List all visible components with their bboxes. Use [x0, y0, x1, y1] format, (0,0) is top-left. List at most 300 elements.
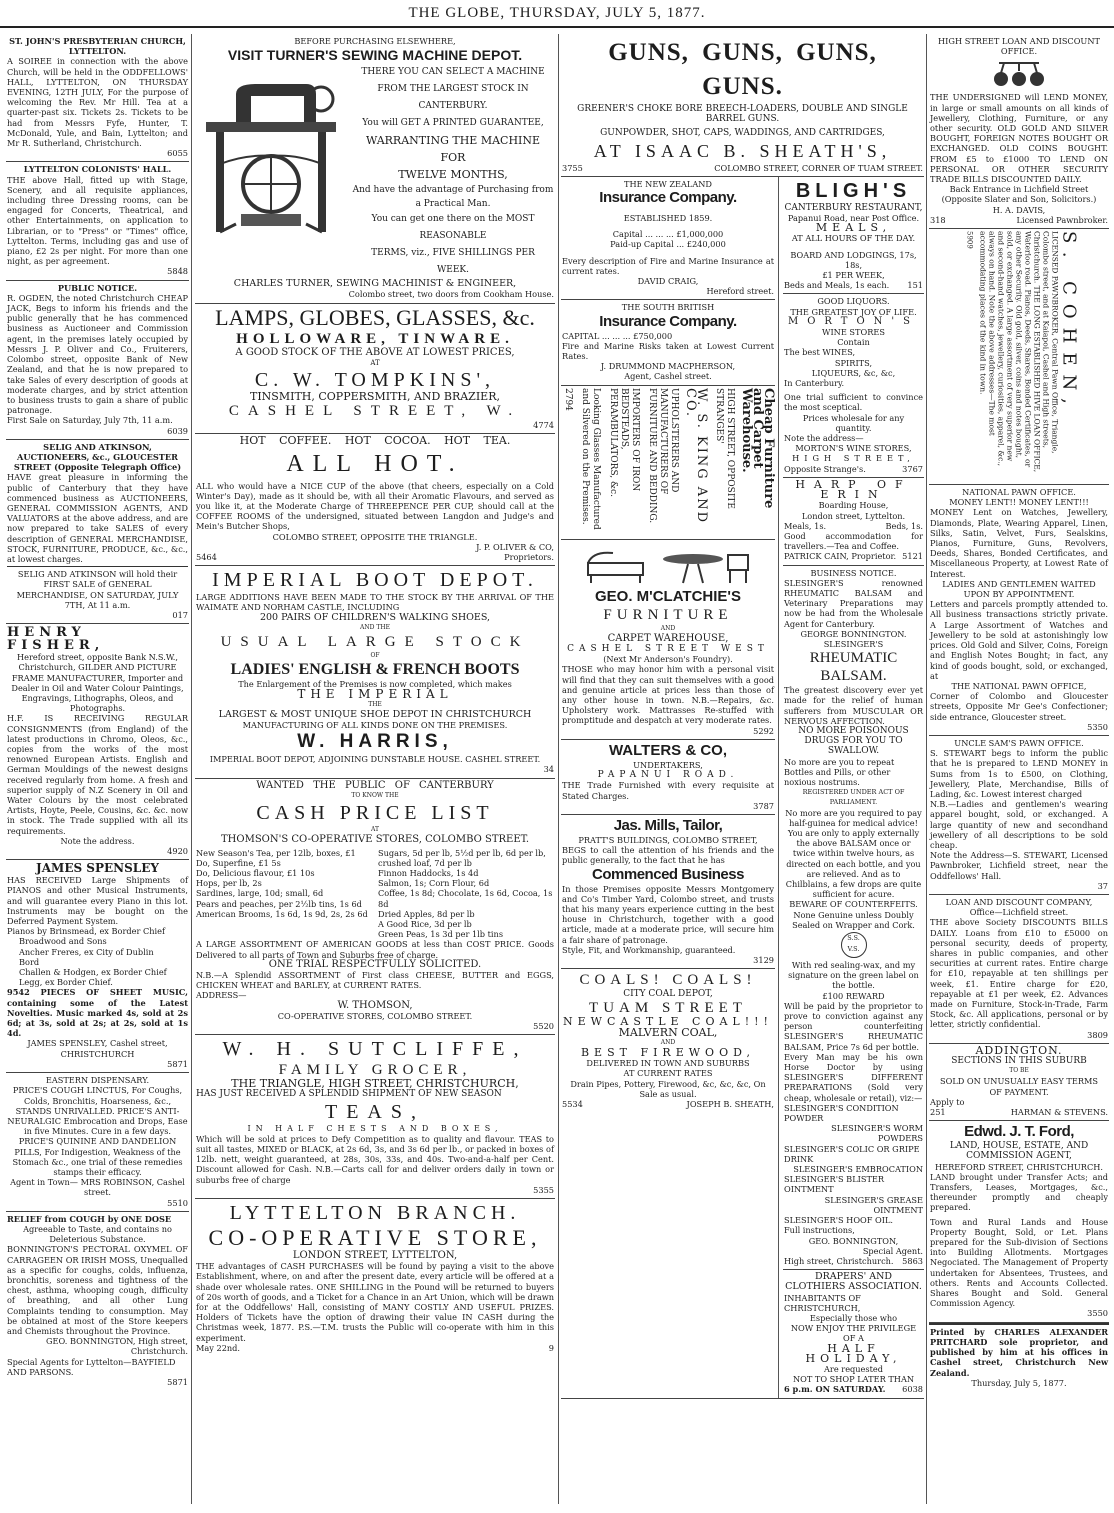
ad-address: High street, Christchurch. — [784, 1255, 894, 1266]
ad-foot: First Sale on Saturday, July 7th, 11 a.m. — [7, 415, 173, 426]
ad-line: THERE YOU CAN SELECT A MACHINE — [361, 67, 545, 78]
ad-body: R. OGDEN, the noted Christchurch CHEAP JACK, Begs to inform his friends and the public generally that he has commenced business as Auctioneer and Commission agent, in the premises lately occupied by Messrs J. P. Oliver and Co., Fruiterers, Colombo street, opposite Bank of New Zealand, and that he is now prepared to take Sales of every description of goods at moderate charges, and by strict attention to business trusts to gain a share of public patronage. — [7, 292, 188, 416]
ad-line: THE TRIANGLE, HIGH STREET, CHRISTCHURCH, — [231, 1077, 519, 1091]
ad-sutcliffe-grocer — [195, 1035, 555, 1199]
list-item: American Brooms, 1s 6d, 1s 9d, 2s, 2s 6d — [196, 908, 368, 919]
ad-line: BEST FIREWOOD, — [580, 1045, 756, 1059]
ad-heading: HIGH STREET LOAN AND DISCOUNT OFFICE. — [938, 36, 1100, 57]
ad-number: 251 — [930, 1107, 946, 1118]
ad-number: 5871 — [167, 1376, 188, 1387]
ad-body: In those Premises opposite Messrs Montgomery and Co's Timber Yard, Colombo street, and trusts that his many years experience cutting in the best house in Christchurch, together with a good article, made at a moderate price, will secure him a fair share of patronage. — [562, 883, 774, 945]
ad-harp-of-erin — [783, 478, 924, 566]
ad-line: Capital ... ... ... £1,000,000 — [612, 229, 724, 240]
ad-line: 6 p.m. ON SATURDAY. — [784, 1384, 886, 1395]
ad-body: The greatest discovery ever yet made for the relief of human sufferers from MUSCULAR OR NERVOUS AFFECTION. — [784, 685, 923, 726]
ad-body: 9542 PIECES OF SHEET MUSIC, containing some of the Latest Novelties. Music marked 4s, sold at 2s 6d; at 3s, sold at 2s; at 2s, sold at 1s 4d. — [7, 987, 188, 1039]
ad-number: 2794 — [563, 387, 573, 411]
ad-line: TERMS, viz., FIVE SHILLINGS PER — [371, 248, 535, 259]
column-3 — [561, 34, 924, 1504]
ad-number: 3809 — [1087, 1029, 1108, 1040]
ad-line: FROM THE LARGEST STOCK IN — [377, 84, 529, 95]
ad-line: Meals, 1s. — [784, 520, 827, 531]
ad-body: Will be paid by the proprietor to prove to conviction against any person counterfeiting SLESINGER'S RHEUMATIC BALSAM, Price 7s 6d per bottle. — [784, 1000, 923, 1052]
column-4 — [929, 34, 1109, 1504]
ad-number: 3755 — [562, 162, 583, 173]
ad-tompkins — [195, 304, 555, 435]
piano-list — [7, 926, 188, 987]
ad-line: TUAM STREET — [589, 1000, 747, 1017]
ad-heading: HENRY FISHER, — [7, 625, 105, 654]
ad-line: AND — [660, 624, 676, 632]
ad-line: MALVERN COAL, — [618, 1025, 718, 1039]
ad-line: Are requested — [824, 1363, 883, 1374]
ad-heading: Insurance Company. — [599, 312, 737, 330]
ad-line: MONEY LENT!! MONEY LENT!!! — [949, 497, 1089, 508]
ad-address: Papanui Road, near Post Office. — [787, 213, 920, 224]
ad-date: May 22nd. — [196, 1342, 241, 1353]
ad-line: ADDRESS— — [196, 990, 247, 1001]
ad-number: 5355 — [533, 1184, 554, 1195]
ad-coals-depot — [561, 969, 775, 1112]
ad-line: OF — [370, 652, 380, 660]
ad-heading: JAMES SPENSLEY — [36, 861, 159, 876]
ad-line: Office—Lichfield street. — [969, 907, 1069, 918]
ad-number: 3787 — [753, 800, 774, 811]
ad-address: HEREFORD STREET, CHRISTCHURCH. — [935, 1161, 1103, 1172]
ad-henry-fisher — [6, 624, 189, 860]
seal-icon: S.S. V.S. — [841, 932, 867, 958]
ad-nz-insurance — [561, 177, 775, 301]
ad-eastern-dispensary — [6, 1073, 189, 1212]
ad-heading: GUNS, GUNS, GUNS, GUNS. — [608, 39, 877, 100]
ad-heading: GEO. M'CLATCHIE'S — [594, 587, 742, 605]
ad-body: N.B.—Ladies and gentlemen's wearing apparel bought, sold, or exchanged. A large quantity of new and secondhand jewellery of all descriptions to be sold cheap. — [930, 799, 1108, 850]
list-item: In Canterbury. — [784, 378, 845, 389]
ad-number: 3767 — [902, 463, 923, 474]
ad-heading: Cheap Furniture and Carpet Warehouse. — [739, 387, 776, 509]
ad-foot: Proprietors. — [504, 552, 554, 563]
ad-line: THOMSON'S CO-OPERATIVE STORES, COLOMBO STREET. — [220, 834, 530, 846]
list-item: Coffee, 1s 8d; Chocolate, 1s 6d, Cocoa, 1s 8d — [378, 888, 553, 909]
ad-body: Town and Rural Lands and House Property Bought, Sold, or Let. Plans prepared for the Sub-division of Sections into Building Allotments. Mortgages Negociated. The Management of Property undertaken for Absentees, Trustees, and others. Rents and Accounts Collected. Shares Bought and Sold. General Commission Agency. — [930, 1216, 1108, 1309]
ad-heading: BLIGH'S — [795, 179, 912, 202]
ad-line: 200 PAIRS OF CHILDREN'S WALKING SHOES, — [259, 611, 491, 623]
ad-address: PRATT'S BUILDINGS, COLOMBO STREET, — [578, 834, 758, 845]
ad-line: AT CURRENT RATES — [623, 1068, 713, 1079]
ad-line: DELIVERED IN TOWN AND SUBURBS — [586, 1058, 750, 1069]
column-2 — [195, 34, 555, 1504]
ad-body: THE above Hall, fitted up with Stage, Scenery, and all requisite appliances, including three Dressing rooms, can be engaged for Concerts, Theatrical, and other Entertainments, on application to Librarian, or to "Press" or "Times" office, Lyttelton. Terms, including gas and use of piano, £2 2s per night. For more than one night, as per agreement. — [7, 174, 188, 267]
ad-mills-tailor — [561, 815, 775, 969]
ad-line: UNDERTAKERS, — [633, 759, 703, 770]
ad-body: THOSE who may honor him with a personal visit will find that they can suit themselves with a good and genuine article at prices less than those of any other house in town. N.B.—Repairs, &c. Upholstery work. Mattrasses Re-stuffed with promptitude and despatch at very moderate rates. — [562, 664, 774, 726]
ad-body: SLESINGER'S renowned RHEUMATIC BALSAM and Veterinary Preparations may now be had from the Wholesale Agent for Canterbury. — [784, 577, 923, 629]
ad-address: COLOMBO STREET, OPPOSITE THE TRIANGLE. — [272, 531, 478, 542]
ad-line: WINE STORES — [822, 327, 885, 338]
ad-subheading: CANTERBURY RESTAURANT, — [784, 202, 923, 213]
ad-line: LONDON STREET, LYTTELTON, — [292, 1249, 458, 1261]
ad-body: UPHOLSTERERS AND MANUFACTURERS OF FURNITURE AND BEDDING. — [647, 387, 679, 523]
ad-line: MANUFACTURING OF ALL KINDS DONE ON THE PREMISES. — [242, 720, 508, 731]
ad-body: HAS RECEIVED Large Shipments of PIANOS and other Musical Instruments, and will guarantee every Piano in this lot. Instruments may be bought on the Deferred Payment System. — [7, 875, 188, 927]
ad-heading: SELIG AND ATKINSON, AUCTIONEERS, &c., GLOUCESTER STREET (Opposite Telegraph Office) — [13, 441, 182, 473]
ad-blighs-restaurant — [783, 177, 924, 295]
ad-number: 5292 — [753, 725, 774, 736]
ad-body: Looking Glasses Manufactured and Silvered on the Premises. — [580, 387, 601, 530]
imprint-body: Printed by CHARLES ALEXANDER PRITCHARD sole proprietor, and published by him at his offices in Cashel street, Christchurch New Zealand. — [930, 1326, 1108, 1378]
ad-line: You will GET A PRINTED GUARANTEE, — [362, 118, 544, 129]
ad-address: London street, Lyttelton. — [801, 510, 906, 521]
ad-selig-atkinson — [6, 440, 189, 624]
ad-line: THE GREATEST JOY OF LIFE. — [790, 306, 917, 317]
pawn-balls-icon — [989, 59, 1049, 89]
ad-line: Especially those who — [809, 1312, 898, 1323]
ad-number: 5510 — [167, 1197, 188, 1208]
ad-body: A LARGE ASSORTMENT OF AMERICAN GOODS at less than COST PRICE. Goods Delivered to all parts of Town and Suburbs free of charge. — [196, 939, 554, 960]
ad-heading: GOOD LIQUORS. — [817, 296, 890, 307]
ad-signature: GEO. BONNINGTON, High street, Christchurch. — [46, 1336, 188, 1357]
ad-body: BEGS to call the attention of his friends and the public generally, to the fact that he has — [562, 845, 774, 866]
ad-line: HALF HOLIDAY, — [805, 1341, 902, 1365]
ad-line: ESTABLISHED 1859. — [623, 213, 713, 224]
ad-number: 6038 — [902, 1384, 923, 1395]
left-subcolumn — [561, 177, 779, 1398]
list-item: Hops, per lb, 2s — [196, 878, 262, 889]
list-item: Finnon Haddocks, 1s 4d — [378, 867, 479, 878]
ad-subheading: Commenced Business — [592, 865, 744, 883]
ad-body: LAND brought under Transfer Acts; and Transfers, Leases, Mortgages, &c., thereunder promptly and cheaply prepared. — [930, 1171, 1108, 1213]
ad-heading: IMPERIAL BOOT DEPOT. — [212, 569, 538, 592]
ad-signature: JAMES SPENSLEY, Cashel street, CHRISTCHURCH — [27, 1038, 168, 1059]
ad-signature: GEORGE BONNINGTON. — [800, 628, 907, 639]
ad-number: 6039 — [167, 425, 188, 436]
ad-foot: Note the address. — [60, 835, 135, 846]
ad-signature: HARMAN & STEVENS. — [1010, 1107, 1108, 1118]
ad-line: TWELVE MONTHS, — [398, 168, 508, 182]
ad-number: 5871 — [167, 1058, 188, 1069]
ad-signature: CHARLES TURNER, SEWING MACHINIST & ENGINEER, — [233, 278, 517, 290]
ad-line: IN HALF CHESTS AND BOXES, — [247, 1123, 503, 1133]
ad-south-british-insurance — [561, 300, 775, 385]
ad-line: OF PAYMENT. — [989, 1086, 1049, 1097]
column-rule — [191, 34, 192, 1504]
furniture-illustration — [583, 545, 753, 585]
ad-number: 017 — [172, 609, 188, 620]
ad-number: 5350 — [1087, 721, 1108, 732]
ad-signature: J. DRUMMOND MACPHERSON, — [600, 361, 736, 372]
ad-heading: PUBLIC NOTICE. — [57, 282, 138, 293]
ad-signature: GEO. BONNINGTON, — [808, 1235, 899, 1246]
ad-top: BEFORE PURCHASING ELSEWHERE, — [294, 36, 456, 46]
ad-number: 5534 — [562, 1098, 583, 1109]
ad-body: LARGE ADDITIONS HAVE BEEN MADE TO THE STOCK BY THE ARRIVAL OF THE WAIMATE AND NORHAM CASTLE, INCLUDING — [196, 592, 554, 613]
ad-line: NOW ENJOY THE PRIVILEGE OF A — [790, 1323, 917, 1344]
ad-top: THE SOUTH BRITISH — [621, 302, 715, 313]
ad-number: 5909 — [965, 231, 974, 249]
ad-body: Good accommodation for travellers.—Tea and Coffee. — [784, 530, 923, 552]
ad-signature: JOSEPH B. SHEATH, — [686, 1098, 774, 1109]
ad-subheading: FAMILY GROCER, — [278, 1062, 472, 1079]
ad-number: 4774 — [533, 420, 554, 431]
ad-line: Beds and Meals, 1s each. — [784, 280, 890, 291]
ad-king-furniture — [561, 386, 775, 540]
ad-address: Agent, Cashel street. — [624, 371, 712, 382]
ad-line: With red sealing-wax, and my signature on the green label on the bottle. — [788, 960, 919, 991]
imprint-date: Thursday, July 5, 1877. — [971, 1377, 1067, 1388]
ad-presbyterian-soiree — [6, 34, 189, 162]
ad-top: HOT COFFEE. HOT COCOA. HOT TEA. — [239, 434, 511, 448]
price-list-left — [196, 848, 372, 940]
ad-line: You can get one there on the MOST REASONABLE — [371, 214, 535, 242]
ad-line: Back Entrance in Lichfield Street — [949, 184, 1089, 195]
ad-line: CITY COAL DEPOT, — [623, 989, 713, 1000]
sewing-machine-illustration — [196, 64, 346, 244]
ad-foot: IMPERIAL BOOT DEPOT, ADJOINING DUNSTABLE HOUSE. CASHEL STREET. — [209, 754, 541, 765]
ad-guns-sheath — [561, 34, 924, 177]
ad-body: HAVE great pleasure in informing the public of Canterbury that they have commenced business as AUCTIONEERS, GENERAL COMMISSION AGENTS, AND VALUATORS at the above address, and are now prepared to take SALES of every description of GENERAL MERCHANDISE, STOCK, FURNITURE, PRODUCE, &c., &c., at lowest charges. — [7, 472, 188, 564]
ad-body: BONNINGTON'S PECTORAL OXYMEL OF CARRAGEEN OR IRISH MOSS, Unequalled as a specific for coughs, colds, influenza, bronchitis, soreness and tightness of the chest, asthma, whooping cough, difficulty of breathing, and all other Lung Complaints tending to consumption. May be obtained at most of the Store keepers and Chemists throughout the Province. — [7, 1244, 188, 1336]
ad-body: SELIG AND ATKINSON will hold their FIRST SALE of GENERAL MERCHANDISE, ON SATURDAY, JULY 7TH, At 11 a.m. — [16, 569, 179, 610]
list-item: Do, Delicious flavour, £1 10s — [196, 867, 315, 878]
list-item: A Good Rice, 3d per lb — [378, 918, 472, 929]
ad-s-cohen — [929, 229, 1109, 485]
ad-heading: LOAN AND DISCOUNT COMPANY, — [945, 896, 1093, 907]
ad-heading: LAMPS, GLOBES, GLASSES, &c. — [215, 304, 535, 330]
ad-line: SECTIONS IN THIS SUBURB — [951, 1056, 1087, 1067]
list-item: Dried Apples, 8d per lb — [378, 908, 475, 919]
ad-address: Opposite Strange's. — [784, 463, 866, 474]
ad-line: AT ALL HOURS OF THE DAY. — [791, 233, 916, 244]
ad-line: TO BE — [1009, 1067, 1029, 1075]
ad-heading: W. H. SUTCLIFFE, — [222, 1038, 528, 1061]
ad-line: No more are you to repeat Bottles and Pills, or other noxious nostrums. — [784, 756, 895, 787]
ad-line: WEEK. — [437, 265, 469, 276]
ad-foot: CO-OPERATIVE STORES, COLOMBO STREET. — [277, 1010, 473, 1021]
ad-heading: NATIONAL PAWN OFFICE. — [962, 487, 1076, 498]
ad-slesinger-balsam — [783, 566, 924, 1271]
ad-james-spensley — [6, 860, 189, 1073]
ad-body: N.B.—A Splendid ASSORTMENT of First class CHEESE, BUTTER and EGGS, CHICKEN WHEAT and BARLEY, at CURRENT RATES. — [196, 969, 554, 991]
list-item: Sardines, large, 10d; small, 6d — [196, 888, 324, 899]
ad-subheading: HOLLOWARE, TINWARE. — [236, 330, 514, 347]
ad-body: Letters and parcels promptly attended to. All business transactions strictly private. A Large Assortment of Watches and Jewellery to be sold at astonishingly low prices. Old Gold and Silver, Coins, Foreign and English Notes Bought; in fact, any kind of goods bought, sold, or exchanged, at — [930, 599, 1108, 681]
ad-number: 318 — [930, 214, 946, 225]
ad-line: Style, Fit, and Workmanship, guaranteed. — [562, 944, 736, 955]
ad-line: REGISTERED UNDER ACT OF PARLIAMENT. — [802, 788, 905, 807]
ad-body: PRICE'S COUGH LINCTUS, For Coughs, Colds, Bronchitis, Hoarseness, &c., STANDS UNRIVALLED. PRICE'S ANTI-NEURALGIC Embrocation and Drops, Ease in five Minutes. Cure in a few days. PRICE'S QUININE AND DANDELION PILLS, For Indigestion, Weakness of the Stomach &c., one trial of these remedies stamps their efficacy. — [7, 1085, 188, 1177]
ad-number: 5464 — [196, 552, 217, 563]
ad-signature: H. A. DAVIS, — [992, 204, 1046, 215]
ad-signature: J. P. OLIVER & CO, — [476, 541, 554, 552]
price-list-right — [378, 848, 554, 940]
ad-line: CASHEL STREET, W. — [228, 403, 522, 420]
ad-body: S. STEWART begs to inform the public that he is prepared to LEND MONEY in Sums from 1s to £500, on Clothing, Jewellery, Plate, Merchandise, Bills of Lading, &c. Lowest interest charged — [930, 748, 1108, 799]
ad-number: 34 — [543, 764, 554, 775]
ad-good-liquors — [783, 294, 924, 477]
ad-line: Boarding House, — [818, 500, 889, 511]
column-1 — [6, 34, 189, 1504]
ad-line: AT — [370, 358, 380, 367]
list-item: Ancher Freres, ex City of Dublin — [19, 946, 154, 957]
imprint — [929, 1323, 1109, 1391]
ad-address: HIGH STREET, — [792, 453, 915, 464]
ad-line: NEWCASTLE COAL!!! — [563, 1015, 773, 1029]
ad-colonists-hall — [6, 162, 189, 280]
ad-line: ONE TRIAL RESPECTFULLY SOLICITED. — [268, 958, 482, 970]
ad-heading: COALS! COALS! — [579, 972, 757, 989]
ad-body: Corner of Colombo and Gloucester streets, Opposite Mr Gee's Confectioner; side entrance, Gloucester street. — [930, 691, 1108, 722]
ad-body: Drain Pipes, Pottery, Firewood, &c, &c, &c, On Sale as usual. — [570, 1078, 766, 1099]
list-item: SLESINGER'S WORM POWDERS — [831, 1123, 923, 1144]
ad-subheading: FURNITURE — [603, 606, 733, 623]
ad-line: £1 PER WEEK, — [822, 270, 885, 281]
list-item: Salmon, 1s; Corn Flour, 6d — [378, 878, 490, 889]
ad-body: No more are you required to pay half-guinea for medical advice! You are only to apply externally the above BALSAM once or twice within twelve hours, as directed on each bottle, and you are relieved. And as to Chilblains, a few drops are quite sufficient for acure. — [785, 807, 922, 900]
ad-line: CAPITAL ... ... ... £750,000 — [562, 330, 673, 341]
column-rule — [558, 34, 559, 1504]
ad-line: MORTON'S — [787, 315, 919, 327]
list-item: Broadwood and Sons — [19, 936, 107, 947]
ad-body: IMPORTERS OF IRON BEDSTEADS, PERAMBULATORS, &c. — [608, 387, 640, 497]
ad-line: TEAS, — [325, 1100, 425, 1123]
ad-number: 5121 — [902, 551, 923, 562]
ad-heading: DRAPERS' AND CLOTHIERS ASSOCIATION. — [785, 1271, 922, 1293]
ad-line: Licensed Pawnbroker. — [1016, 214, 1108, 225]
ad-line: BOARD AND LODGINGS, 17s, 18s, — [790, 249, 917, 270]
column-rule — [926, 34, 927, 1504]
ad-signature: DAVID CRAIG, — [637, 276, 699, 287]
ad-walters-undertakers — [561, 740, 775, 815]
list-item: Bord — [19, 956, 40, 967]
ad-address: Colombo street, two doors from Cookham House. — [348, 289, 554, 300]
ad-heading: Jas. Mills, Tailor, — [613, 816, 723, 834]
ad-high-street-loan — [929, 34, 1109, 229]
ad-line: LAND, HOUSE, ESTATE, AND — [949, 1141, 1089, 1152]
list-item: SLESINGER'S HOOF OIL. — [784, 1215, 894, 1226]
ad-line: None Genuine unless Doubly Sealed on Wrapper and Cork. — [792, 909, 915, 930]
list-item: SLESINGER'S GREASE OINTMENT — [824, 1194, 923, 1215]
ad-number: 5848 — [167, 266, 188, 277]
ad-number: 9 — [548, 1342, 554, 1353]
ad-line: NO MORE POISONOUS DRUGS FOR YOU TO SWALLOW. — [798, 725, 909, 757]
ad-body: Every description of Fire and Marine Insurance at current rates. — [562, 255, 774, 276]
right-subcolumn — [783, 177, 924, 1398]
ad-all-hot — [195, 434, 555, 566]
ad-heading: LYTTELTON COLONISTS' HALL. — [23, 164, 172, 175]
list-item: Challen & Hodgen, ex Border Chief — [19, 967, 167, 978]
ad-heading: VISIT TURNER'S SEWING MACHINE DEPOT. — [227, 47, 523, 64]
list-item: Legg, ex Border Chief. — [19, 977, 113, 988]
ad-subheading: RHEUMATIC BALSAM. — [809, 650, 898, 685]
list-item: SLESINGER'S CONDITION POWDER — [784, 1102, 899, 1124]
ad-body: LICENSED PAWNBROKER, Central Pawn Office, Triangle, Colombo street, and at Kaiapoi, Cashel and High streets, Christchurch. THE LONG ESTABLISHED HIVE LOAN OFFICE, Waterloo road. Pianos, Deeds, Shares, Bonded Certificates, or any other Security. Old gold, silver, coins and notes bought, sold, or exchanged. A large assortment of very superior new and second-hand watches, jewellery, curiosities, apparel, &c., always on hand. Note the above addresses—The most accommodating places of the kind in town. — [978, 231, 1060, 473]
ad-body: Hereford street, opposite Bank N.S.W., Christchurch, GILDER AND PICTURE FRAME MANUFACTURER, Importer and Dealer in Oil and Water Colour Paintings, Engravings, Lithographs, Oleos, and Photographs. — [11, 652, 184, 714]
ad-name: C. W. TOMPKINS', — [254, 369, 496, 392]
ad-addington — [929, 1044, 1109, 1121]
list-item: Do, Superfine, £1 5s — [196, 857, 281, 868]
ad-mcclatchie-furniture — [561, 540, 775, 740]
ad-drapers-association — [783, 1270, 924, 1397]
masthead: THE GLOBE, THURSDAY, JULY 5, 1877. — [0, 0, 1114, 28]
ad-line: CARPET WAREHOUSE, — [607, 632, 729, 644]
ad-line: BEWARE OF COUNTERFEITS. — [789, 899, 918, 910]
ad-line: SOLD ON UNUSUALLY EASY TERMS — [940, 1076, 1098, 1087]
ad-heading: RELIEF from COUGH by ONE DOSE — [7, 1213, 172, 1224]
ad-number: 5520 — [533, 1020, 554, 1031]
ad-line: (Opposite Slater and Son, Solicitors.) — [941, 194, 1097, 205]
ad-line: AND THE — [360, 623, 390, 631]
ad-heading: ST. JOHN'S PRESBYTERIAN CHURCH, LYTTELTON. — [9, 36, 186, 57]
ad-line: TINSMITH, COPPERSMITH, AND BRAZIER, — [250, 390, 500, 404]
list-item: crushed loaf, 7d per lb — [378, 857, 472, 868]
ad-heading: BUSINESS NOTICE. — [810, 567, 897, 578]
ad-name: W. HARRIS, — [297, 731, 453, 753]
ad-line: WARRANTING THE MACHINE FOR — [365, 134, 541, 165]
ad-line: GREENER'S CHOKE BORE BREECH-LOADERS, DOUBLE AND SINGLE BARREL GUNS. — [577, 104, 908, 125]
list-item: New Season's Tea, per 12lb, boxes, £1 — [196, 847, 356, 858]
ad-line: And have the advantage of Purchasing from a Practical Man. — [352, 185, 554, 210]
ad-national-pawn — [929, 485, 1109, 736]
list-item: SLESINGER'S BLISTER OINTMENT — [784, 1174, 885, 1195]
ad-line: Paid-up Capital ... £240,000 — [610, 239, 726, 250]
ad-body: THE advantages of CASH PURCHASES will be found by paying a visit to the above Establishment, where, on and after the present date, every article will be offered at a shade over wholesale rates. ONE SHILLING in the Pound will be returned to buyers of 20s worth of goods, and a Ticket for a Chance in an Art Union, which will be drawn for at the Oddfellows' Hall, consisting of MANY COSTLY AND USEFUL PRIZES. Holders of Tickets have the option of drawing their value IN CASH during the Christmas week, 1877. P.S.—T.M. trusts the Public will co-operate with him in this experiment. — [196, 1261, 554, 1343]
ad-line: LADIES' ENGLISH & FRENCH BOOTS — [230, 661, 520, 679]
list-item: LIQUEURS, &c, &c, — [811, 367, 896, 378]
ad-line: A GOOD STOCK OF THE ABOVE AT LOWEST PRICES, — [235, 346, 515, 358]
list-item: SLESINGER'S COLIC OR GRIPE DRINK — [784, 1143, 920, 1164]
ad-body: H.F. IS RECEIVING REGULAR CONSIGNMENTS (from England) of the latest productions in Chromo, Oleos, &c., copies from the works of the most renowned European Artists. English and German Mouldings of the newest designs received regularly from home. A fresh and superior supply of N.Z Scenery in Oil and Water Colours by the most celebrated Artists, Hoyte, Peele, Cousins, &c. &c. now in stock. The Trade supplied with all its requirements. — [7, 713, 188, 836]
ad-foot: Special Agents for Lyttelton—BAYFIELD AND PARSONS. — [7, 1356, 176, 1377]
ad-number: 6055 — [167, 148, 188, 159]
ad-line: NOT TO SHOP LATER THAN — [792, 1374, 915, 1385]
ad-subheading: AT ISAAC B. SHEATH'S, — [593, 140, 892, 161]
ad-body: Every Man may be his own Horse Doctor by using SLESINGER'S DIFFERENT PREPARATIONS (Sold very cheap, wholesale or retail), viz:— — [784, 1051, 923, 1103]
ad-line: THE — [368, 700, 382, 708]
ad-heading: Insurance Company. — [599, 189, 737, 207]
ad-body: Fire and Marine Risks taken at Lowest Current Rates. — [562, 340, 774, 362]
ad-line: SLESINGER'S — [823, 638, 884, 649]
ad-public-notice — [6, 281, 189, 440]
ad-line: LARGEST & MOST UNIQUE SHOE DEPOT IN CHRISTCHURCH — [218, 708, 532, 720]
ad-loan-discount-company — [929, 895, 1109, 1044]
ad-line: MEALS, — [815, 221, 892, 235]
ad-body: Agreeable to Taste, and contains no Deleterious Substance. — [23, 1223, 172, 1245]
ad-heading: ADDINGTON. — [975, 1043, 1063, 1057]
ad-foot: Agent in Town— MRS ROBINSON, Cashel street. — [10, 1177, 185, 1198]
ad-line: AT — [370, 826, 379, 834]
ad-number: 151 — [907, 280, 923, 291]
ad-line: Note the address— — [784, 433, 864, 444]
ad-body: HAS JUST RECEIVED A SPLENDID SHIPMENT OF NEW SEASON — [196, 1089, 502, 1100]
ad-body: THE above Society DISCOUNTS BILLS DAILY. Loans from £10 to £5000 on personal security, deeds of property, shares in public companies, and other securities at current rates. Entire charge for £10, repayable at ten shillings per week, £1. Entire charge for £20, repayable at £1 per week, £2. Advances made on Furniture, Stock-in-Trade, Farm Stock, &c. All applications, personal or by letter, strictly confidential. — [930, 917, 1108, 1030]
ad-line: Contain — [837, 337, 870, 348]
ad-signature: PATRICK CAIN, Proprietor. — [784, 551, 897, 562]
list-item: Green Peas, 1s 3d per 1lb tins — [378, 929, 504, 940]
ad-heading: LYTTELTON BRANCH. — [229, 1201, 521, 1224]
ad-line: TO KNOW THE — [351, 791, 399, 799]
ad-line: (Next Mr Anderson's Foundry). — [603, 654, 733, 665]
ad-number: 5863 — [902, 1255, 923, 1266]
ad-body: ALL who would have a NICE CUP of the above (that cheers, especially on a Cold Winter's Day), made as it should be, with all their Aromatic Flavours, and served as you like it, at the Moderate Charge of THREEPENCE PER CUP, should call at the COFFEE ROOMS of the undersigned, situated between Langdon and Judge's and Mein's Butcher Shops, — [196, 480, 554, 532]
list-item: SLESINGER'S EMBROCATION — [793, 1164, 923, 1175]
ad-lyttelton-coop — [195, 1199, 555, 1356]
ad-number: 37 — [1097, 880, 1108, 891]
ad-body: A SOIREE in connection with the above Church, will be held in the ODDFELLOWS' HALL, LYTTELTON, ON THURSDAY EVENING, 12TH JULY, For the purpose of welcoming the Rev. Mr Hill. Tea at a quarter-past six. Tickets 2s. Tickets to be had from Messrs Fyfe, Hunter, T. McDonald, Yule, and Bain, Lyttelton; and Mr R. Sutherland, Christchurch. — [7, 56, 188, 149]
ad-body: THE Trade Furnished with every requisite at Stated Charges. — [562, 780, 774, 801]
ad-heading: EASTERN DISPENSARY. — [45, 1075, 150, 1086]
ad-top: WANTED THE PUBLIC OF CANTERBURY — [256, 779, 494, 791]
ad-heading: HARP OF ERIN — [795, 477, 912, 502]
